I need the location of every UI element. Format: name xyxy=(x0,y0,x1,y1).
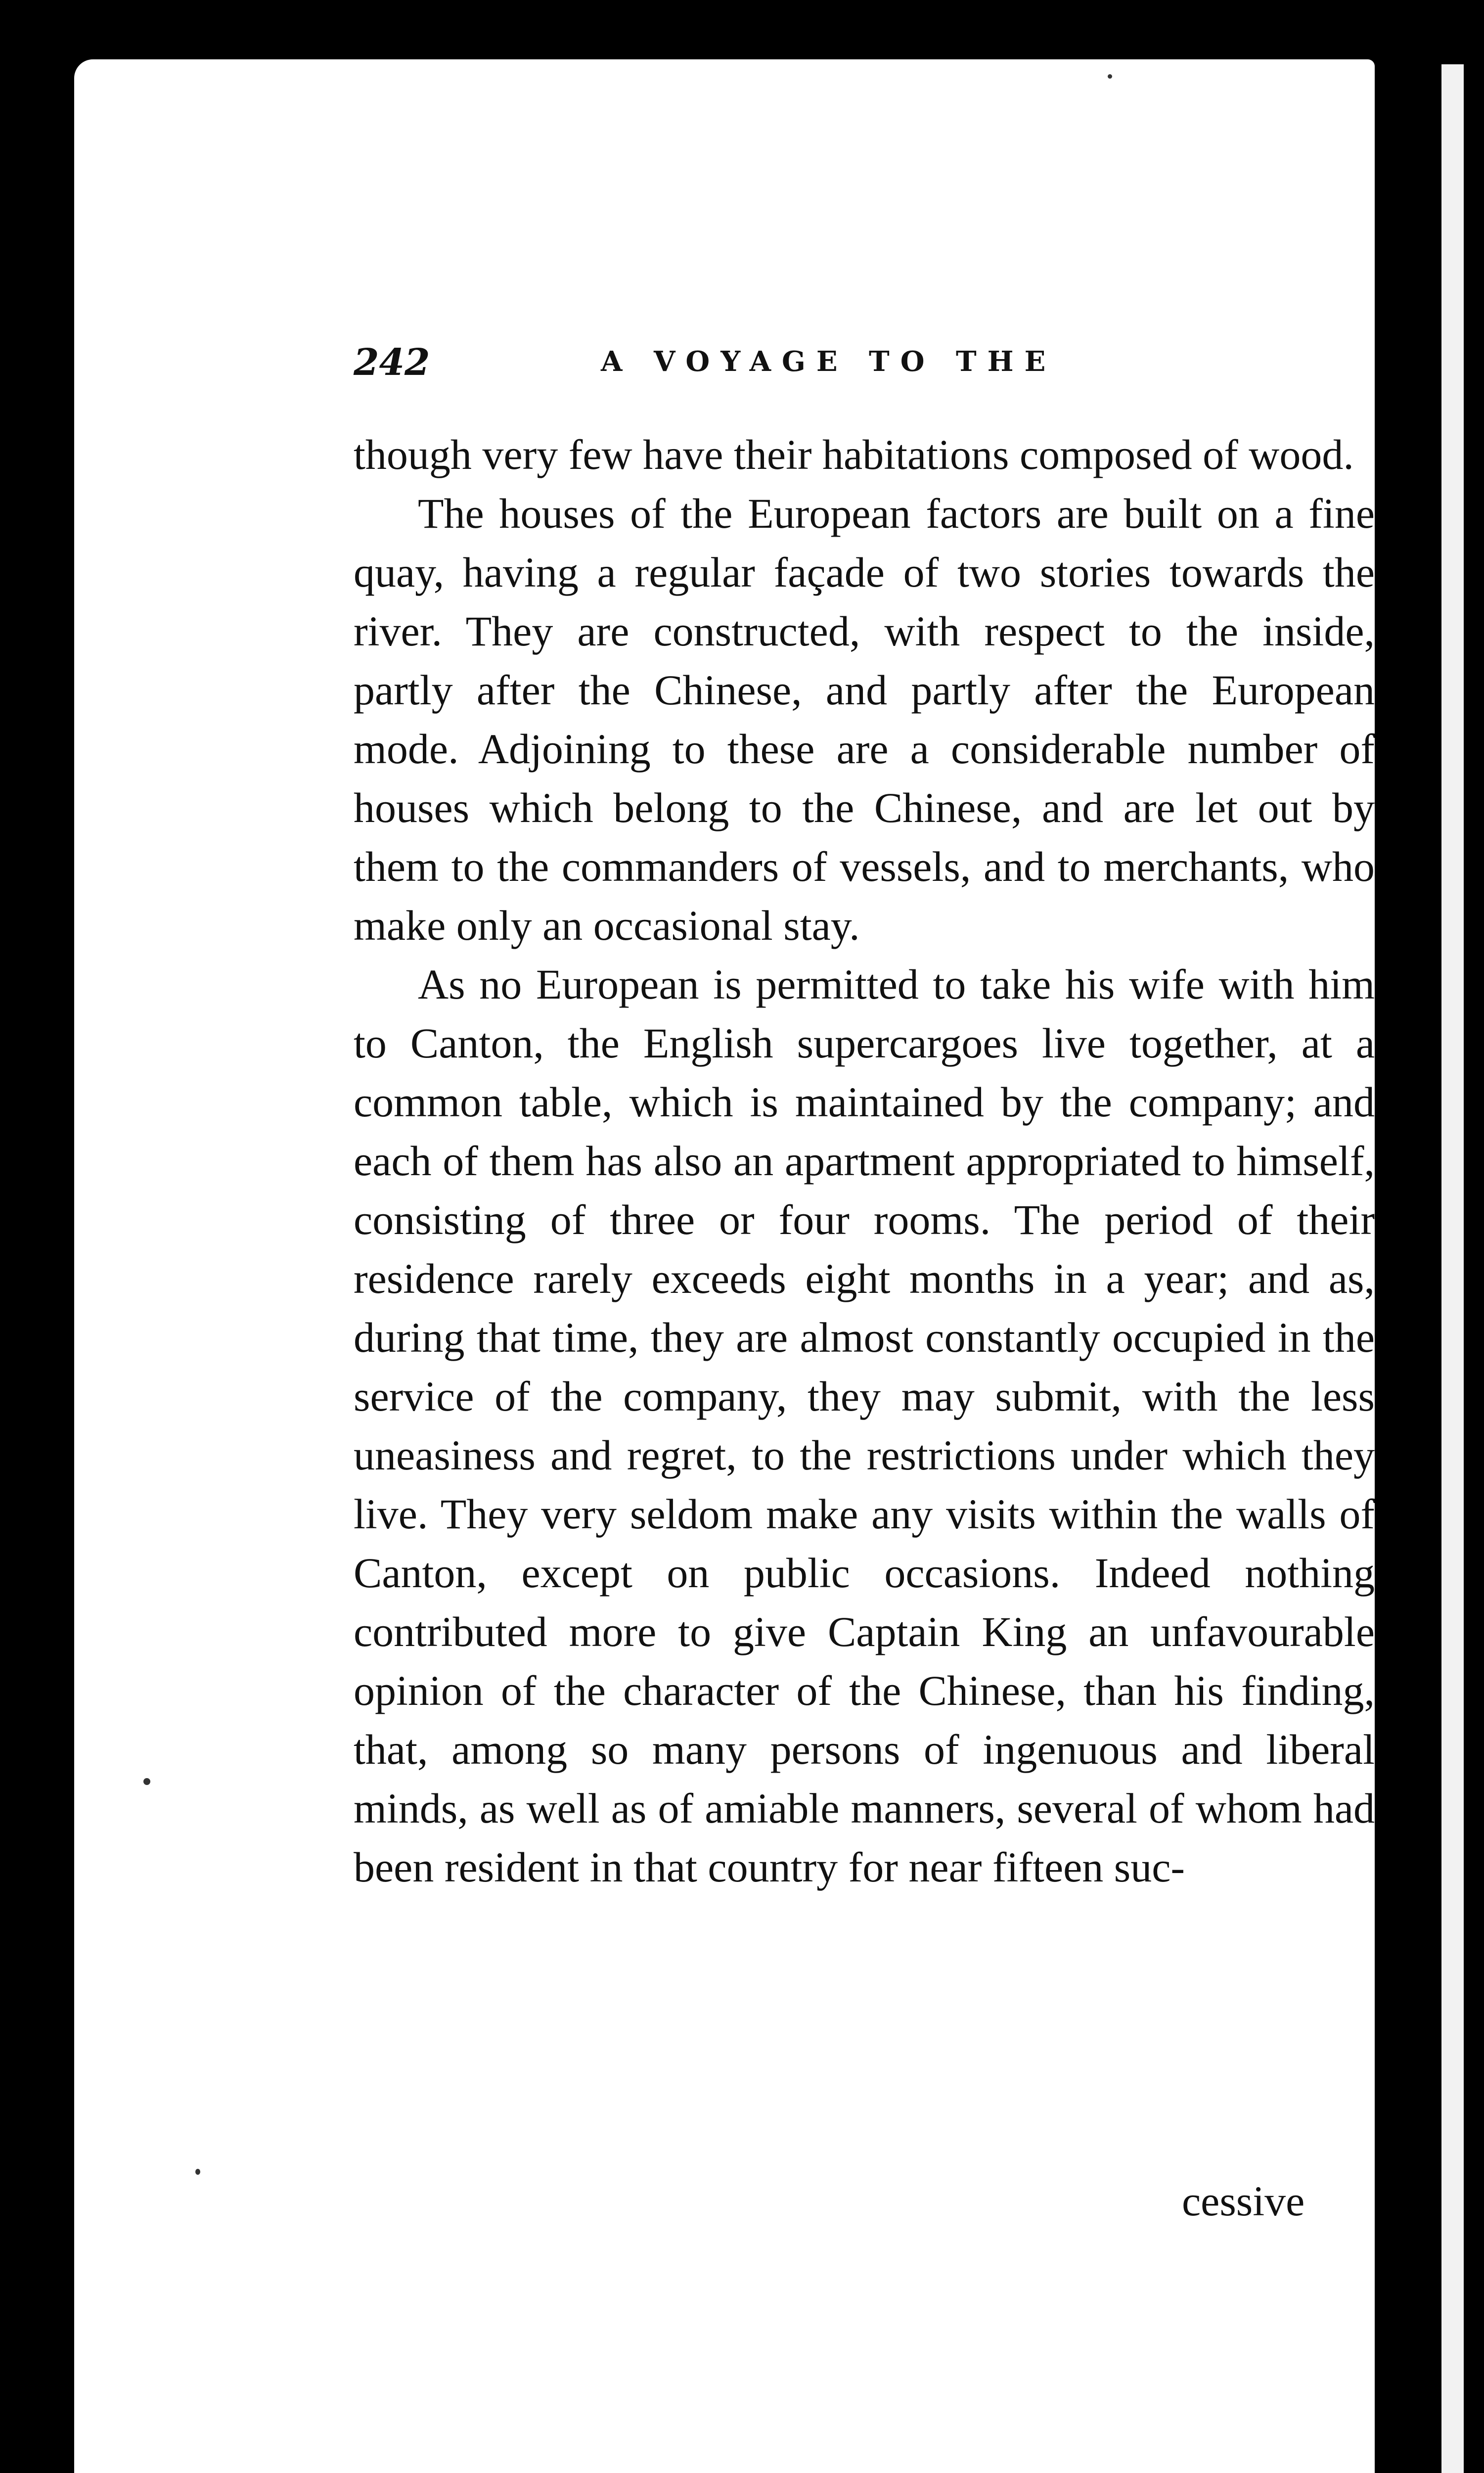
running-head: A VOYAGE TO THE xyxy=(601,345,1057,378)
body-text xyxy=(354,425,1375,1897)
page-header xyxy=(354,341,1095,396)
ink-speck xyxy=(143,1778,150,1785)
page-number: 242 xyxy=(354,341,430,384)
ink-speck xyxy=(195,2169,200,2175)
paragraph: The houses of the European factors are built on a fine quay, having a regular façade of two stories towards the river. They are constructed, with respect to the inside, partly after the Chinese, and partly after the European mode. Adjoining to these are a considerable number of houses which belong to the Chinese, and are let out by them to the commanders of vessels, and to merchants, who make only an occasional stay. xyxy=(354,490,1375,949)
paragraph: As no European is permitted to take his wife with him to Canton, the English supercargoes live together, at a common table, which is maintained by the company; and each of them has also an apartment appropriated to himself, consisting of three or four rooms. The period of their residence rarely exceeds eight months in a year; and as, during that time, they are almost constantly occupied in the service of the company, they may submit, with the less uneasiness and regret, to the restrictions under which they live. They very seldom make any visits within the walls of Canton, except on public occasions. Indeed nothing contributed more to give Captain King an unfavourable opinion of the character of the Chinese, than his finding, that, among so many persons of ingenuous and liberal minds, as well as of amiable manners, several of whom had been resident in that country for near fifteen suc- xyxy=(354,961,1375,1891)
ink-speck xyxy=(1108,74,1112,79)
facing-page-edge xyxy=(1441,64,1464,2473)
catchword: cessive xyxy=(1182,2177,1305,2225)
paragraph: though very few have their habitations composed of wood. xyxy=(354,431,1354,478)
